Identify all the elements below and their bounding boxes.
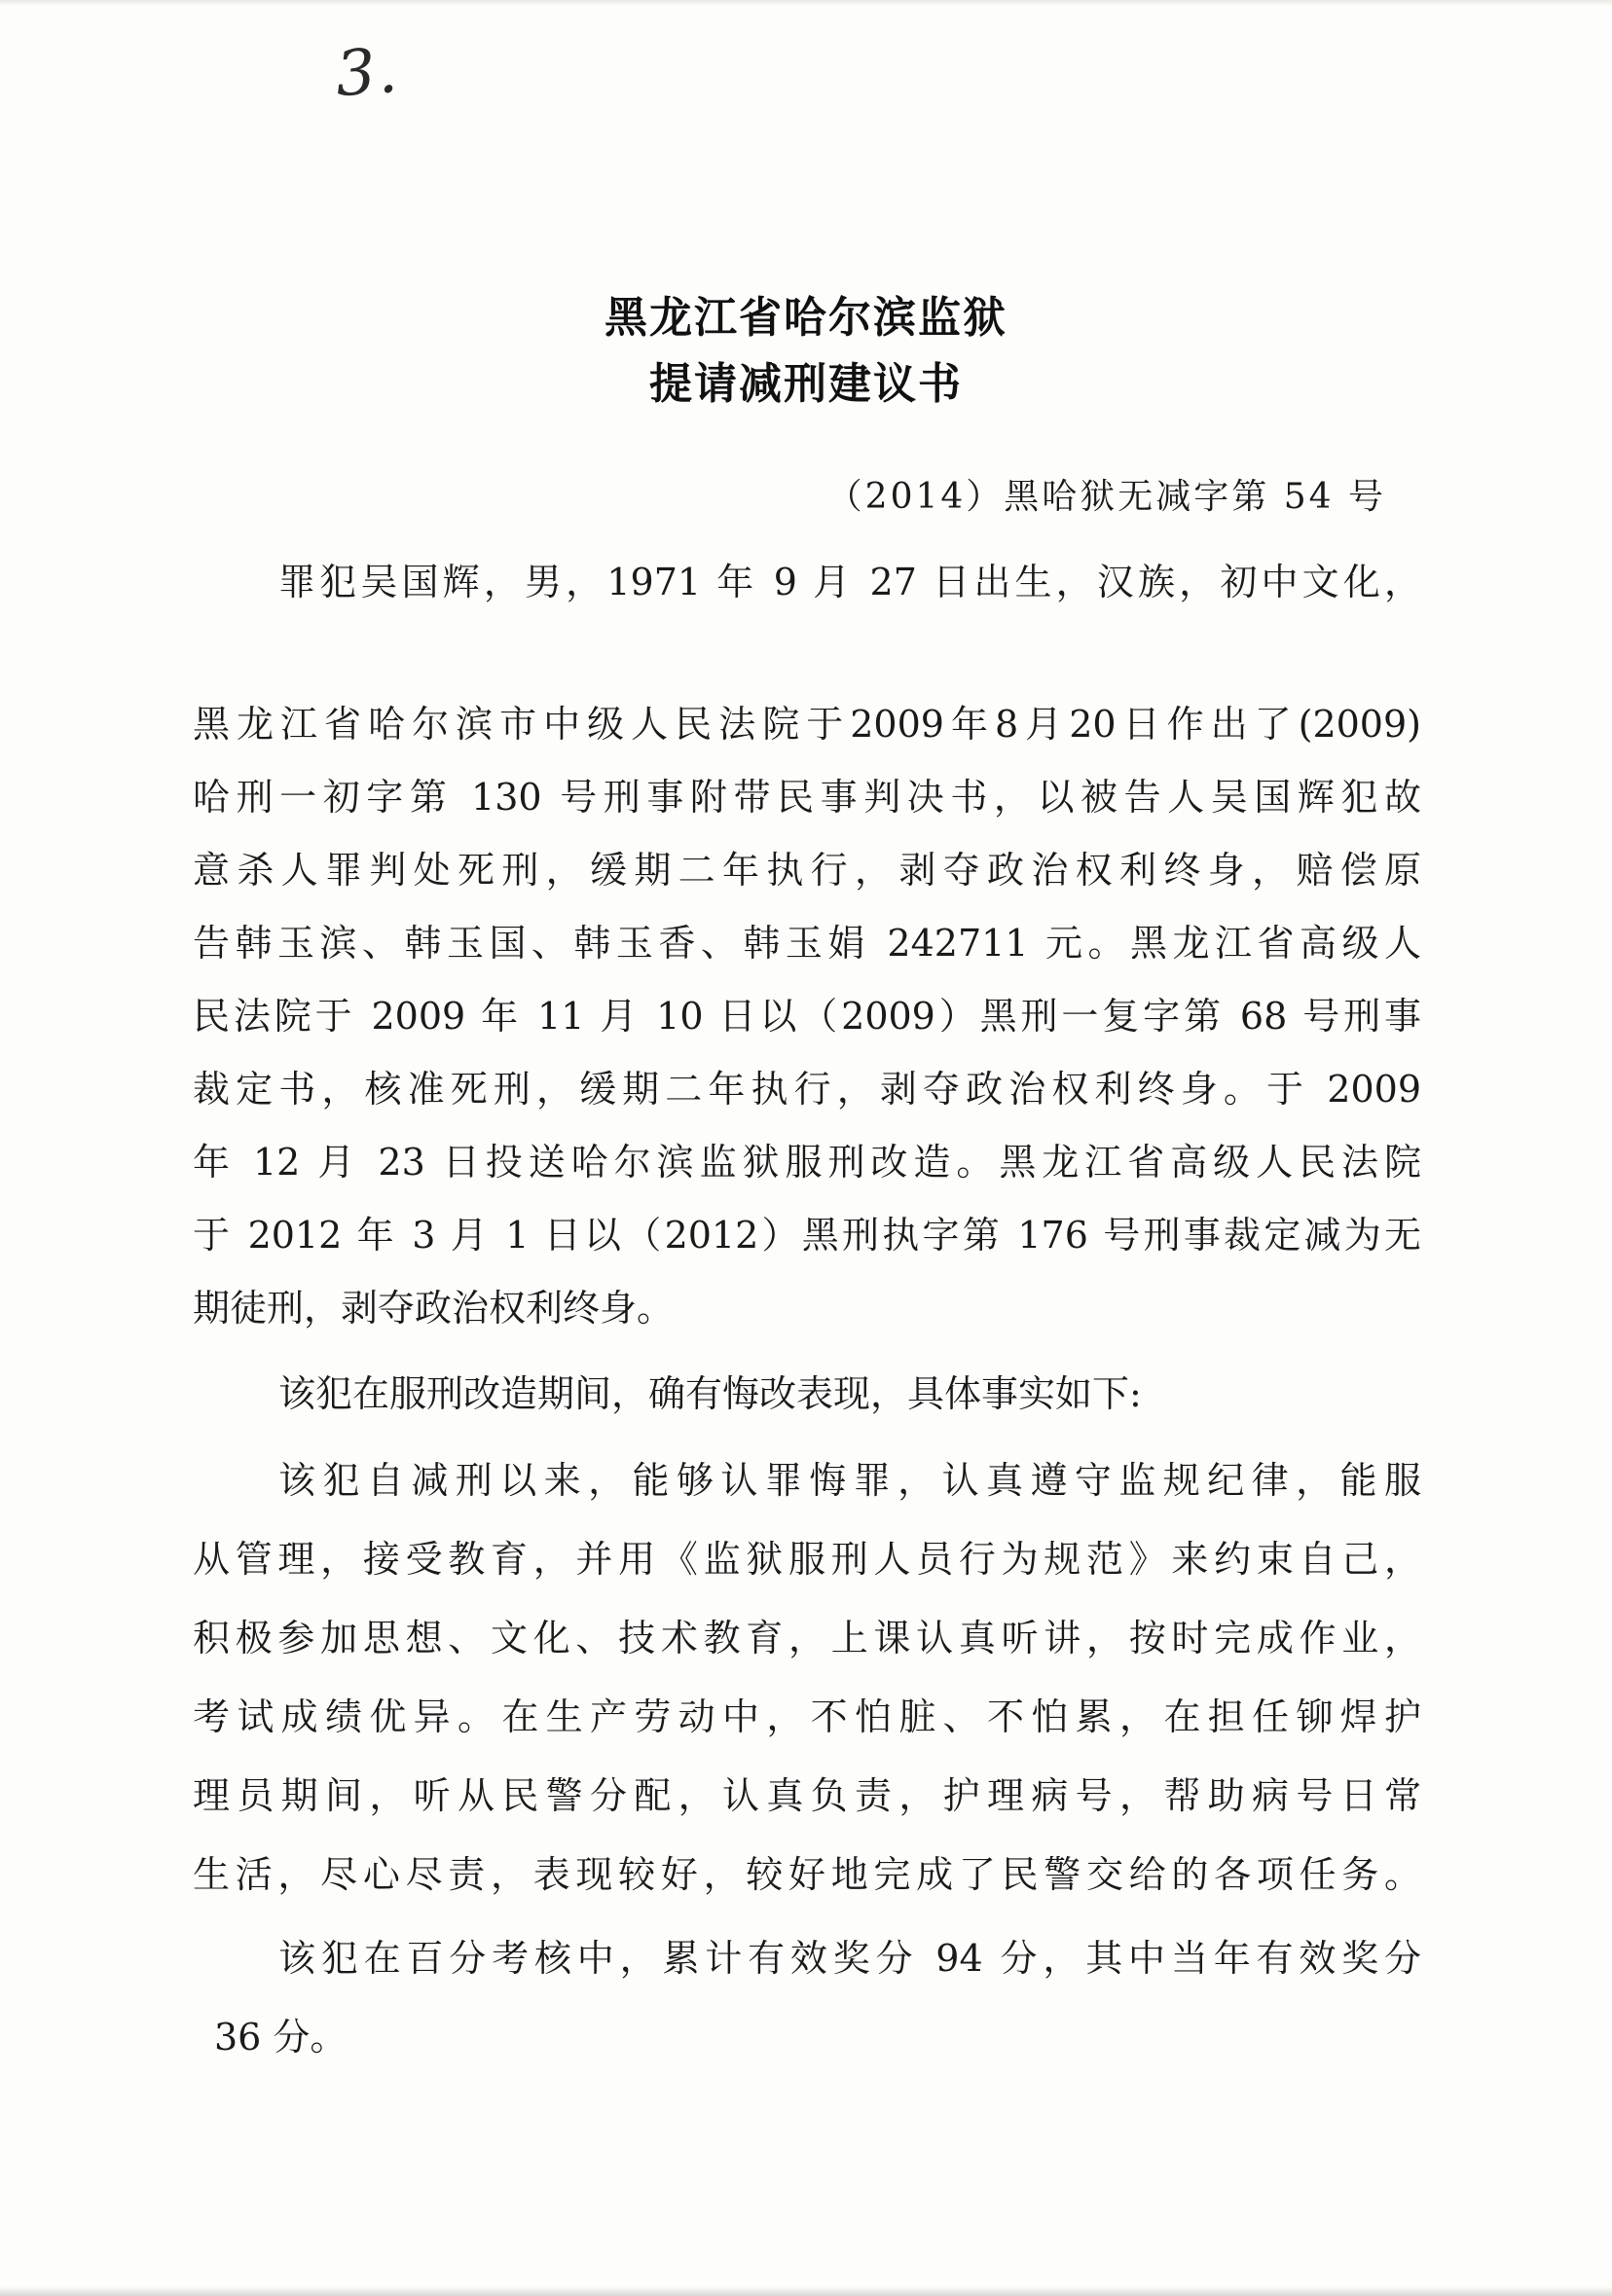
paragraph-2-line: 裁定书，核准死刑，缓期二年执行，剥夺政治权利终身。于 2009 (193, 1068, 1421, 1111)
paragraph-2-line: 黑龙江省哈尔滨市中级人民法院于2009年8月20日作出了(2009) (193, 703, 1421, 746)
paragraph-5-line: 该犯在百分考核中，累计有效奖分 94 分，其中当年有效奖分 (278, 1937, 1421, 1980)
paragraph-2-line: 年 12 月 23 日投送哈尔滨监狱服刑改造。黑龙江省高级人民法院 (193, 1141, 1421, 1184)
paragraph-4-line: 考试成绩优异。在生产劳动中，不怕脏、不怕累，在担任铆焊护 (193, 1695, 1421, 1738)
document-number: （2014）黑哈狱无减字第 54 号 (826, 477, 1386, 517)
paragraph-4-line: 该犯自减刑以来，能够认罪悔罪，认真遵守监规纪律，能服 (278, 1459, 1421, 1502)
paragraph-4-line: 理员期间，听从民警分配，认真负责，护理病号，帮助病号日常 (193, 1774, 1421, 1817)
paragraph-3: 该犯在服刑改造期间，确有悔改表现，具体事实如下: (278, 1372, 1142, 1415)
document-title-line-1: 黑龙江省哈尔滨监狱 (604, 293, 1008, 343)
paragraph-2-line: 告韩玉滨、韩玉国、韩玉香、韩玉娟 242711 元。黑龙江省高级人 (193, 922, 1421, 965)
paragraph-2-line: 哈刑一初字第 130 号刑事附带民事判决书，以被告人吴国辉犯故 (193, 776, 1421, 819)
paragraph-1: 罪犯吴国辉，男，1971 年 9 月 27 日出生，汉族，初中文化， (278, 561, 1421, 603)
handwritten-page-mark: 3. (333, 34, 402, 112)
paragraph-2-line: 于 2012 年 3 月 1 日以（2012）黑刑执字第 176 号刑事裁定减为无 (193, 1214, 1421, 1257)
paragraph-2-line: 意杀人罪判处死刑，缓期二年执行，剥夺政治权利终身，赔偿原 (193, 849, 1421, 892)
paragraph-2-line: 民法院于 2009 年 11 月 10 日以（2009）黑刑一复字第 68 号刑事 (193, 995, 1421, 1038)
document-title-line-2: 提请减刑建议书 (649, 359, 963, 409)
paragraph-2-line: 期徒刑，剥夺政治权利终身。 (193, 1287, 675, 1330)
paragraph-5-line: 36 分。 (214, 2016, 348, 2059)
paragraph-4-line: 积极参加思想、文化、技术教育，上课认真听讲，按时完成作业， (193, 1617, 1421, 1659)
scan-edge-top (0, 0, 1612, 6)
scan-edge-bottom (0, 2286, 1612, 2296)
paragraph-4-line: 从管理，接受教育，并用《监狱服刑人员行为规范》来约束自己， (193, 1538, 1421, 1581)
paragraph-4-line: 生活，尽心尽责，表现较好，较好地完成了民警交给的各项任务。 (193, 1853, 1421, 1896)
